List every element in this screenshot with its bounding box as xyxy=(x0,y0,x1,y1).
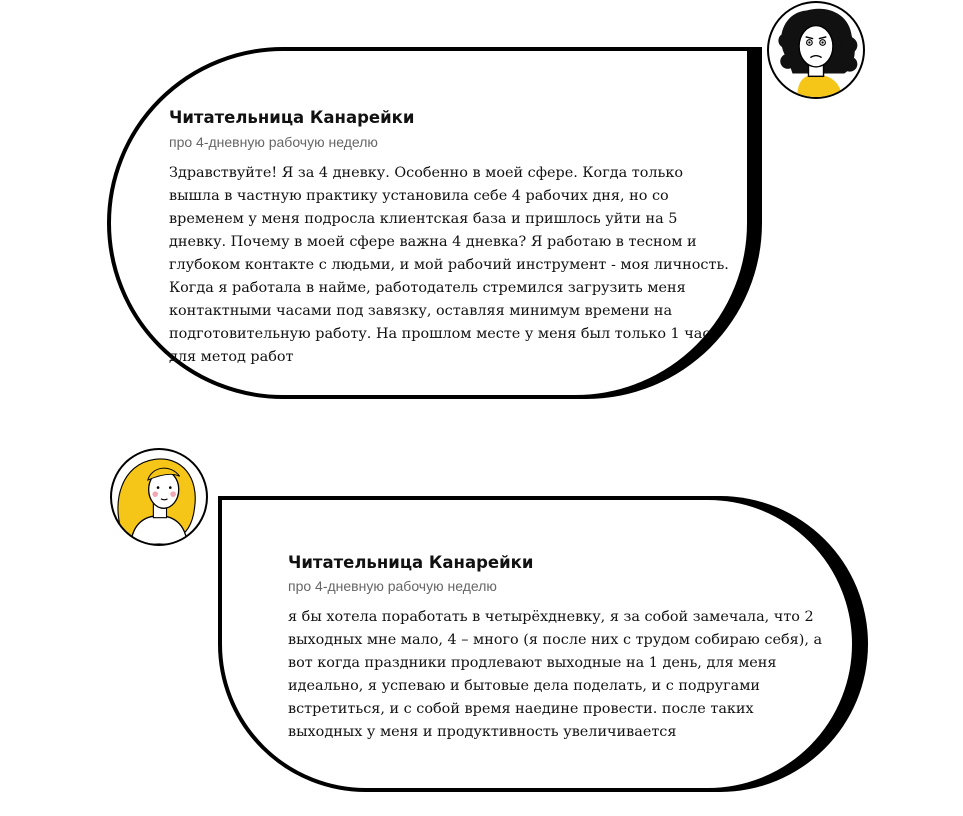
curly-hair-woman-avatar-icon xyxy=(767,1,865,99)
blonde-woman-avatar-icon xyxy=(110,448,208,546)
comment-author: Читательница Канарейки xyxy=(169,108,415,127)
comment-author: Читательница Канарейки xyxy=(288,553,534,572)
comment-text: Здравствуйте! Я за 4 дневку. Особенно в моей сфере. Когда только вышла в частную практику установила себе 4 рабочих дня, но со временем у меня подросла клиентская база и пришлось уйти на 5 дневку. Почему в моей сфере важна 4 дневка? Я работаю в тесном и глубоком контакте с людьми, и мой рабочий инструмент - моя личность. Когда я работала в найме, работодатель стремился загрузить меня контактными часами под завязку, оставляя минимум времени на подготовительную работу. На прошлом месте у меня был только 1 час для метод работ xyxy=(169,165,729,365)
comment-topic: про 4-дневную рабочую неделю xyxy=(288,578,497,594)
comment-text: я бы хотела поработать в четырёхдневку, я за собой замечала, что 2 выходных мне мало, 4 – много (я после них с трудом собираю себя), а вот когда праздники продлевают выходные на 1 день, для меня идеально, я успеваю и бытовые дела поделать, и с подругами встретиться, и с собой время наедине провести. после таких выходных у меня и продуктивность увеличивается xyxy=(288,609,823,740)
comment-topic: про 4-дневную рабочую неделю xyxy=(169,134,378,150)
